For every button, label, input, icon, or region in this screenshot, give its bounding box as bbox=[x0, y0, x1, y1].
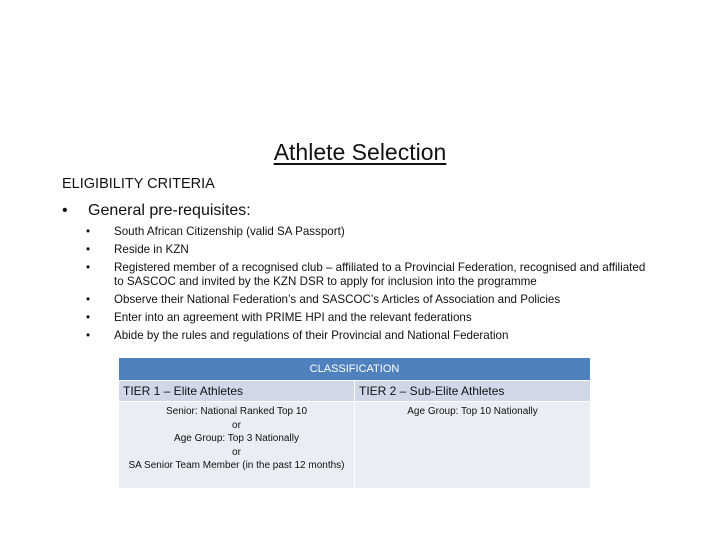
sub-bullet-list bbox=[86, 221, 646, 343]
bullet-icon: • bbox=[86, 311, 91, 324]
sub-bullet bbox=[86, 243, 646, 257]
tier2-criteria bbox=[355, 402, 591, 489]
sub-bullet-text: Abide by the rules and regulations of their Provincial and National Federation bbox=[114, 329, 509, 342]
tier2-label: TIER 2 – Sub-Elite Athletes bbox=[355, 381, 591, 402]
criteria-line: or bbox=[232, 419, 241, 431]
main-bullet-text: General pre-requisites: bbox=[88, 202, 251, 219]
criteria-line: SA Senior Team Member (in the past 12 months) bbox=[128, 460, 345, 471]
section-heading: ELIGIBILITY CRITERIA bbox=[62, 176, 215, 192]
sub-bullet bbox=[86, 329, 646, 343]
tier1-label: TIER 1 – Elite Athletes bbox=[119, 381, 355, 402]
table-header: CLASSIFICATION bbox=[119, 358, 590, 381]
sub-bullet-text: South African Citizenship (valid SA Passport) bbox=[114, 225, 345, 238]
sub-bullet bbox=[86, 225, 646, 239]
bullet-icon: • bbox=[86, 243, 91, 256]
criteria-line: Senior: National Ranked Top 10 bbox=[165, 406, 308, 417]
tier1-criteria bbox=[119, 402, 355, 489]
sub-bullet bbox=[86, 293, 646, 307]
bullet-icon: • bbox=[86, 225, 91, 238]
bullet-icon: • bbox=[86, 261, 91, 274]
sub-bullet-text: Observe their National Federation’s and SASCOC’s Articles of Association and Policies bbox=[114, 293, 561, 306]
criteria-line: or bbox=[232, 446, 241, 458]
sub-bullet bbox=[86, 261, 646, 289]
criteria-line: Age Group: Top 10 Nationally bbox=[407, 406, 538, 417]
sub-bullet bbox=[86, 311, 646, 325]
bullet-icon: • bbox=[86, 293, 91, 306]
bullet-icon: • bbox=[62, 202, 68, 219]
sub-bullet-text: Reside in KZN bbox=[114, 243, 189, 256]
classification-table bbox=[119, 358, 590, 488]
criteria-line: Age Group: Top 3 Nationally bbox=[174, 433, 299, 444]
sub-bullet-text: Registered member of a recognised club – affiliated to a Provincial Federation, recognised and affiliated to SASCOC and invited by the KZN DSR to apply for inclusion into the programme bbox=[114, 261, 646, 288]
sub-bullet-text: Enter into an agreement with PRIME HPI and the relevant federations bbox=[114, 311, 472, 324]
bullet-icon: • bbox=[86, 329, 91, 342]
slide-title: Athlete Selection bbox=[273, 139, 447, 165]
